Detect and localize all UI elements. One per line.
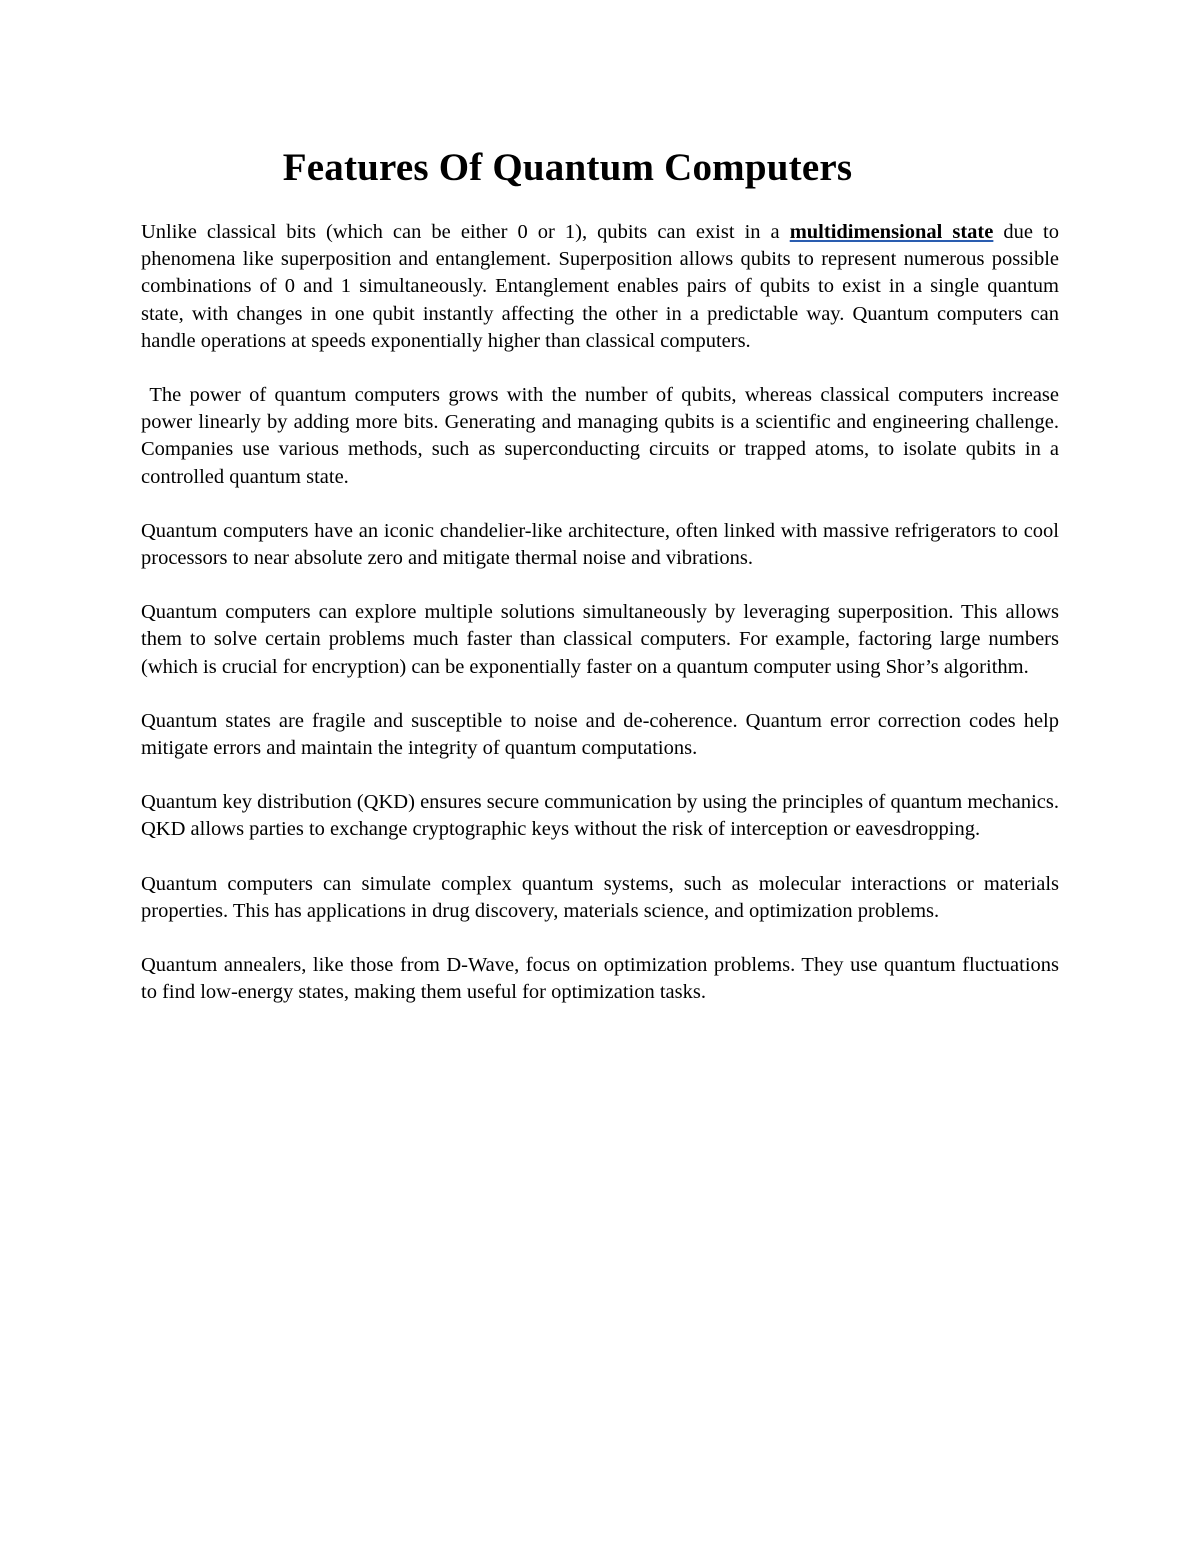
paragraph-superposition: Quantum computers can explore multiple solutions simultaneously by leveraging superposition. This allows them to solve certain problems much faster than classical computers. For example, factoring large numbers (which is crucial for encryption) can be exponentially faster on a quantum computer using Shor’s algorithm. xyxy=(141,601,1059,678)
paragraph-qubits-text-end: due to phenomena like superposition and entanglement. Superposition allows qubits to represent numerous possible combinations of 0 and 1 simultaneously. Entanglement enables pairs of qubits to exist in a single quantum state, with changes in one qubit instantly affecting the other in a predictable way. Quantum computers can handle operations at speeds exponentially higher than classical computers. xyxy=(141,221,1059,352)
document-body xyxy=(141,219,1065,1033)
paragraph-error-correction: Quantum states are fragile and susceptible to noise and de-coherence. Quantum error correction codes help mitigate errors and maintain the integrity of quantum computations. xyxy=(141,709,1059,760)
paragraph-qubits-text-start: Unlike classical bits (which can be either 0 or 1), qubits can exist in a xyxy=(141,221,790,243)
paragraph-qubits xyxy=(141,219,1059,355)
multidimensional-state-term: multidimensional state xyxy=(789,221,994,243)
paragraph-architecture: Quantum computers have an iconic chandelier-like architecture, often linked with massive refrigerators to cool processors to near absolute zero and mitigate thermal noise and vibrations. xyxy=(141,519,1059,570)
paragraph-power: The power of quantum computers grows with the number of qubits, whereas classical computers increase power linearly by adding more bits. Generating and managing qubits is a scientific and engineering challenge. Companies use various methods, such as superconducting circuits or trapped atoms, to isolate qubits in a controlled quantum state. xyxy=(141,384,1065,488)
paragraph-qkd: Quantum key distribution (QKD) ensures secure communication by using the principles of quantum mechanics. QKD allows parties to exchange cryptographic keys without the risk of interception or eavesdropping. xyxy=(141,791,1059,841)
document-title: Features Of Quantum Computers xyxy=(282,146,853,189)
paragraph-annealers: Quantum annealers, like those from D-Wave, focus on optimization problems. They use quantum fluctuations to find low-energy states, making them useful for optimization tasks. xyxy=(141,954,1059,1004)
paragraph-simulation: Quantum computers can simulate complex quantum systems, such as molecular interactions or materials properties. This has applications in drug discovery, materials science, and optimization problems. xyxy=(141,872,1059,922)
